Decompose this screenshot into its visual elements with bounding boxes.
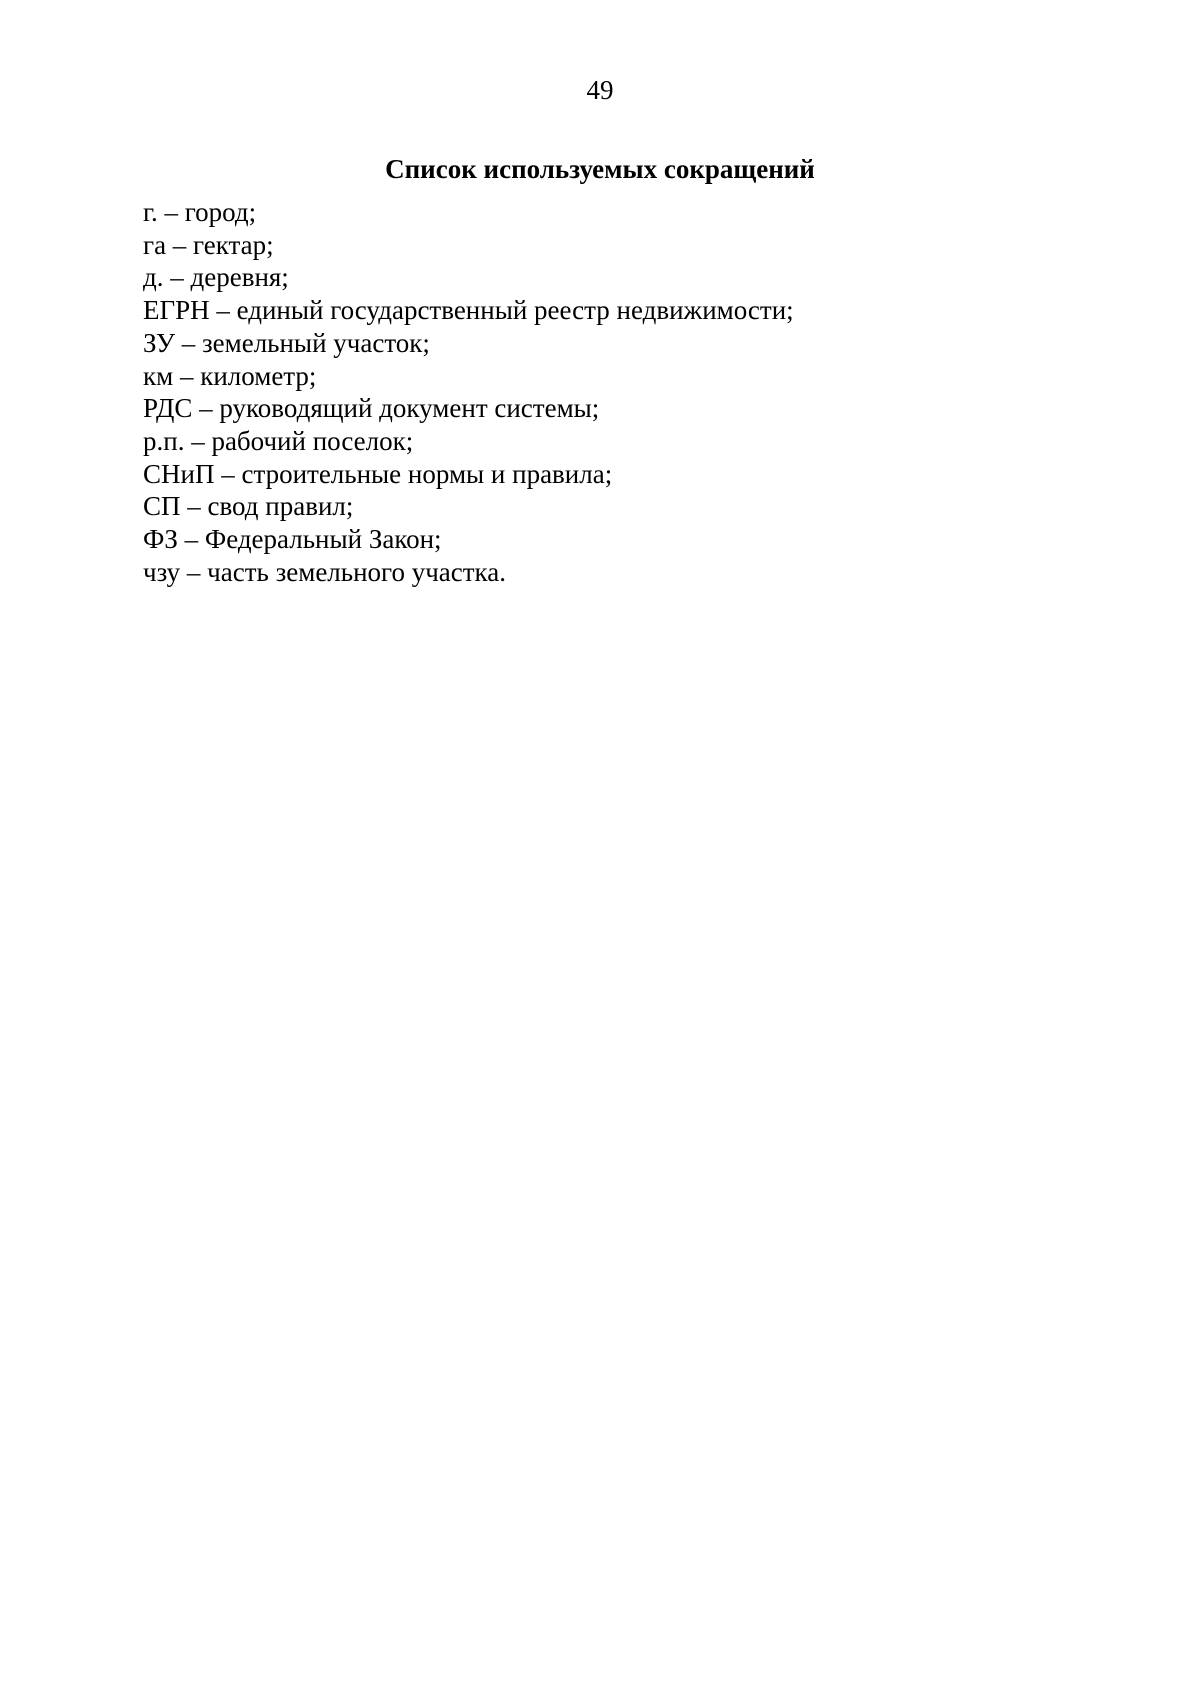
list-item: СП – свод правил; — [143, 491, 354, 522]
abbreviation-list — [143, 196, 1123, 588]
list-item: ЕГРН – единый государственный реестр недвижимости; — [143, 295, 794, 326]
page-title: Список используемых сокращений — [385, 154, 815, 184]
list-item: РДС – руководящий документ системы; — [143, 393, 600, 424]
list-item: ФЗ – Федеральный Закон; — [143, 524, 442, 555]
list-item: ЗУ – земельный участок; — [143, 327, 430, 358]
list-item: СНиП – строительные нормы и правила; — [143, 458, 613, 489]
list-item: г. – город; — [143, 197, 257, 227]
page-number: 49 — [586, 75, 614, 105]
list-item: д. – деревня; — [143, 262, 289, 293]
list-item: км – километр; — [143, 360, 317, 391]
list-item: чзу – часть земельного участка. — [143, 556, 506, 587]
list-item: га – гектар; — [143, 229, 274, 260]
list-item: р.п. – рабочий поселок; — [143, 425, 414, 456]
